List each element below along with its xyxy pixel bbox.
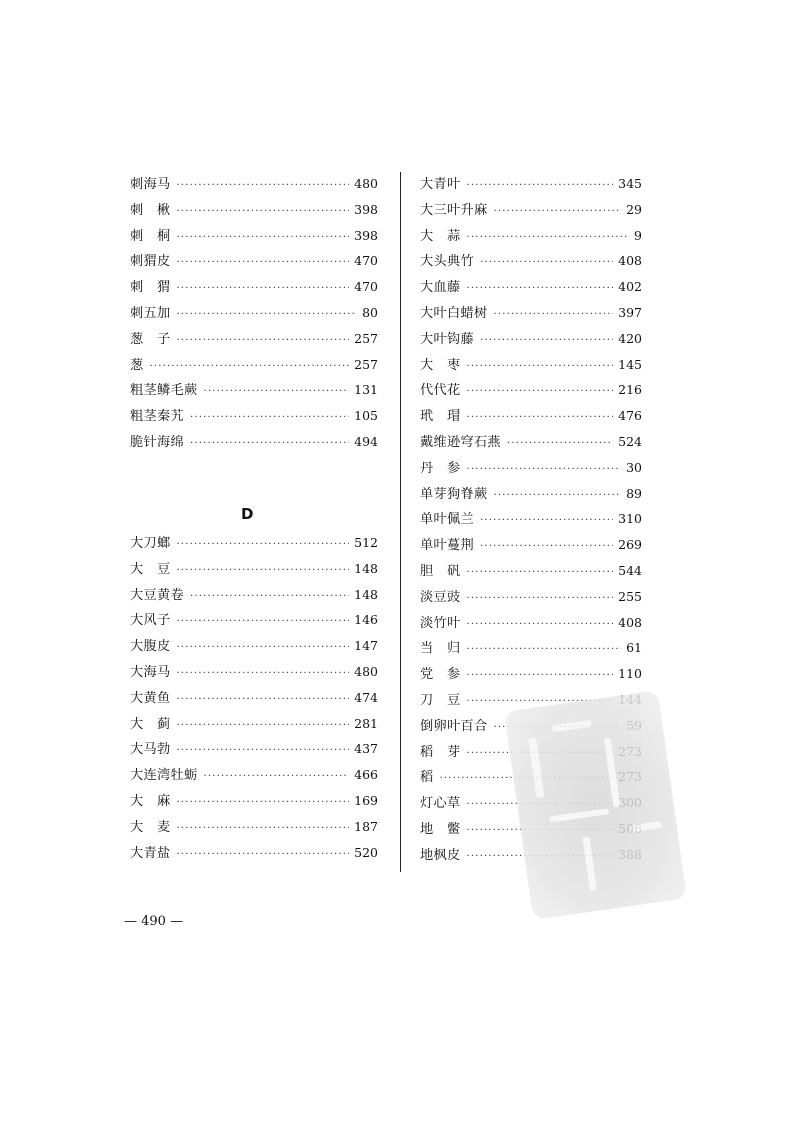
entry-page-number: 131 (354, 382, 378, 398)
page-number-footer: — 490 — (124, 914, 184, 929)
entry-term: 刺 桐 (130, 228, 171, 244)
entry-term: 代代花 (420, 383, 461, 399)
dot-leader (466, 619, 613, 630)
entry-page-number: 148 (354, 586, 378, 602)
dot-leader (176, 565, 349, 576)
index-entry (420, 508, 642, 534)
index-entry (130, 379, 378, 405)
index-entry (130, 816, 378, 842)
entry-term: 大头典竹 (420, 254, 474, 270)
dot-leader (466, 567, 613, 578)
dot-leader (176, 180, 349, 191)
entry-term: 丹 参 (420, 460, 461, 476)
entry-page-number: 544 (618, 562, 642, 578)
entry-term: 大海马 (130, 664, 171, 680)
entry-term: 地 鳖 (420, 821, 461, 837)
index-entry (130, 738, 378, 764)
entry-page-number: 281 (354, 715, 378, 731)
entry-page-number: 480 (354, 176, 378, 191)
index-entry (130, 276, 378, 302)
entry-term: 大 豆 (130, 561, 171, 577)
entry-term: 刺海马 (130, 177, 171, 192)
entry-page-number: 512 (354, 535, 378, 550)
dot-leader (176, 309, 357, 320)
dot-leader (190, 412, 349, 423)
entry-term: 玳 瑁 (420, 409, 461, 425)
dot-leader (507, 438, 613, 449)
index-entry (130, 302, 378, 328)
entry-term: 党 参 (420, 667, 461, 683)
entry-page-number: 402 (618, 279, 642, 295)
entry-term: 大黄鱼 (130, 690, 171, 706)
entry-term: 脆针海绵 (130, 434, 184, 450)
entry-page-number: 147 (354, 638, 378, 654)
dot-leader (466, 232, 629, 243)
entry-term: 稻 (420, 770, 434, 786)
index-column-left-bottom (130, 532, 378, 867)
index-entry (130, 584, 378, 610)
entry-term: 大 麻 (130, 793, 171, 809)
index-entry (420, 637, 642, 663)
index-entry (420, 431, 642, 457)
section-heading: D (241, 505, 254, 523)
entry-term: 粗茎鳞毛蕨 (130, 383, 198, 399)
dot-leader (466, 593, 613, 604)
entry-page-number: 269 (618, 537, 642, 553)
index-entry (130, 713, 378, 739)
entry-page-number: 408 (618, 614, 642, 630)
dot-leader (176, 283, 349, 294)
dot-leader (480, 335, 613, 346)
entry-term: 大叶钩藤 (420, 331, 474, 347)
entry-term: 大血藤 (420, 280, 461, 296)
entry-page-number: 466 (354, 767, 378, 783)
dot-leader (466, 283, 613, 294)
dot-leader (480, 257, 613, 268)
entry-term: 大 蒜 (420, 228, 461, 244)
entry-page-number: 480 (354, 663, 378, 679)
entry-page-number: 310 (618, 511, 642, 527)
entry-term: 大刀螂 (130, 536, 171, 551)
entry-page-number: 520 (354, 844, 378, 860)
entry-page-number: 398 (354, 227, 378, 243)
entry-term: 倒卵叶百合 (420, 718, 488, 734)
entry-term: 大青叶 (420, 177, 461, 192)
dot-leader (480, 515, 613, 526)
entry-page-number: 470 (354, 253, 378, 269)
entry-term: 大三叶升麻 (420, 202, 488, 218)
index-entry (420, 379, 642, 405)
entry-term: 胆 矾 (420, 563, 461, 579)
dot-leader (176, 745, 349, 756)
index-entry (420, 560, 642, 586)
entry-term: 地枫皮 (420, 847, 461, 863)
entry-page-number: 476 (618, 408, 642, 424)
index-entry (420, 199, 642, 225)
dot-leader (176, 257, 349, 268)
dot-leader (466, 412, 613, 423)
entry-term: 大马勃 (130, 742, 171, 758)
index-entry (130, 635, 378, 661)
index-entry (420, 663, 642, 689)
index-entry (420, 328, 642, 354)
index-entry (420, 457, 642, 483)
index-entry (420, 302, 642, 328)
entry-term: 刀 豆 (420, 692, 461, 708)
dot-leader (176, 642, 349, 653)
dot-leader (176, 849, 349, 860)
dot-leader (466, 644, 621, 655)
entry-term: 大豆黄卷 (130, 587, 184, 603)
dot-leader (493, 490, 621, 501)
index-entry (130, 225, 378, 251)
entry-page-number: 80 (362, 304, 378, 320)
index-entry (420, 405, 642, 431)
entry-page-number: 397 (618, 304, 642, 320)
entry-term: 单叶佩兰 (420, 512, 474, 528)
entry-page-number: 30 (626, 459, 642, 475)
entry-page-number: 105 (354, 408, 378, 424)
entry-term: 葱 子 (130, 331, 171, 347)
dot-leader (190, 591, 349, 602)
dot-leader (466, 361, 613, 372)
entry-page-number: 148 (354, 560, 378, 576)
index-entry (130, 250, 378, 276)
dot-leader (176, 335, 349, 346)
index-entry (130, 558, 378, 584)
entry-page-number: 257 (354, 356, 378, 372)
entry-page-number: 398 (354, 201, 378, 217)
entry-page-number: 146 (354, 612, 378, 628)
dot-leader (480, 541, 613, 552)
dot-leader (176, 797, 349, 808)
dot-leader (176, 206, 349, 217)
entry-term: 刺五加 (130, 305, 171, 321)
index-entry (420, 534, 642, 560)
index-entry (420, 276, 642, 302)
entry-term: 单叶蔓荆 (420, 538, 474, 554)
index-column-left-top (130, 173, 378, 457)
entry-page-number: 257 (354, 330, 378, 346)
entry-term: 当 归 (420, 641, 461, 657)
index-entry (420, 612, 642, 638)
dot-leader (203, 771, 349, 782)
entry-term: 单芽狗脊蕨 (420, 486, 488, 502)
entry-term: 刺 猬 (130, 280, 171, 296)
entry-page-number: 437 (354, 741, 378, 757)
entry-term: 大 麦 (130, 819, 171, 835)
entry-term: 大连湾牡蛎 (130, 768, 198, 784)
entry-page-number: 29 (626, 201, 642, 217)
entry-page-number: 408 (618, 253, 642, 269)
entry-page-number: 474 (354, 689, 378, 705)
entry-term: 刺猬皮 (130, 254, 171, 270)
entry-term: 粗茎秦艽 (130, 409, 184, 425)
dot-leader (466, 464, 621, 475)
index-entry (130, 354, 378, 380)
dot-leader (176, 616, 349, 627)
index-entry (420, 225, 642, 251)
dot-leader (176, 232, 349, 243)
index-entry (130, 687, 378, 713)
dot-leader (190, 438, 349, 449)
entry-page-number: 9 (634, 227, 642, 243)
dot-leader (176, 694, 349, 705)
index-entry (130, 173, 378, 199)
entry-term: 大风子 (130, 613, 171, 629)
index-entry (130, 405, 378, 431)
index-entry (130, 431, 378, 457)
dot-leader (466, 670, 613, 681)
entry-page-number: 110 (618, 666, 642, 682)
entry-term: 戴维逊穹石燕 (420, 434, 501, 450)
entry-page-number: 420 (618, 330, 642, 346)
index-entry (130, 609, 378, 635)
index-entry (130, 328, 378, 354)
entry-term: 大青盐 (130, 845, 171, 861)
index-entry (420, 250, 642, 276)
entry-page-number: 89 (626, 485, 642, 501)
entry-page-number: 216 (618, 382, 642, 398)
entry-term: 稻 芽 (420, 744, 461, 760)
entry-page-number: 524 (618, 433, 642, 449)
dot-leader (176, 720, 349, 731)
entry-page-number: 61 (626, 640, 642, 656)
entry-term: 淡豆豉 (420, 589, 461, 605)
index-entry (420, 354, 642, 380)
entry-page-number: 169 (354, 792, 378, 808)
dot-leader (466, 386, 613, 397)
entry-page-number: 255 (618, 588, 642, 604)
index-entry (420, 586, 642, 612)
entry-term: 大叶白蜡树 (420, 305, 488, 321)
entry-page-number: 345 (618, 176, 642, 191)
index-entry (130, 790, 378, 816)
entry-term: 大 蓟 (130, 716, 171, 732)
column-divider (400, 172, 401, 872)
index-entry (420, 483, 642, 509)
entry-term: 大 枣 (420, 357, 461, 373)
dot-leader (176, 668, 349, 679)
index-entry (130, 199, 378, 225)
entry-page-number: 145 (618, 356, 642, 372)
entry-page-number: 494 (354, 433, 378, 449)
index-entry (130, 661, 378, 687)
dot-leader (203, 386, 349, 397)
index-entry (420, 173, 642, 199)
entry-page-number: 187 (354, 818, 378, 834)
dot-leader (176, 823, 349, 834)
dot-leader (150, 361, 350, 372)
entry-page-number: 470 (354, 279, 378, 295)
entry-term: 葱 (130, 357, 144, 373)
entry-term: 大腹皮 (130, 639, 171, 655)
dot-leader (493, 206, 621, 217)
dot-leader (493, 309, 613, 320)
entry-term: 刺 楸 (130, 202, 171, 218)
entry-term: 淡竹叶 (420, 615, 461, 631)
index-entry (130, 764, 378, 790)
dot-leader (466, 180, 613, 191)
index-entry (130, 532, 378, 558)
library-stamp-watermark (504, 690, 687, 920)
dot-leader (176, 539, 349, 550)
entry-term: 灯心草 (420, 796, 461, 812)
index-entry (130, 842, 378, 868)
